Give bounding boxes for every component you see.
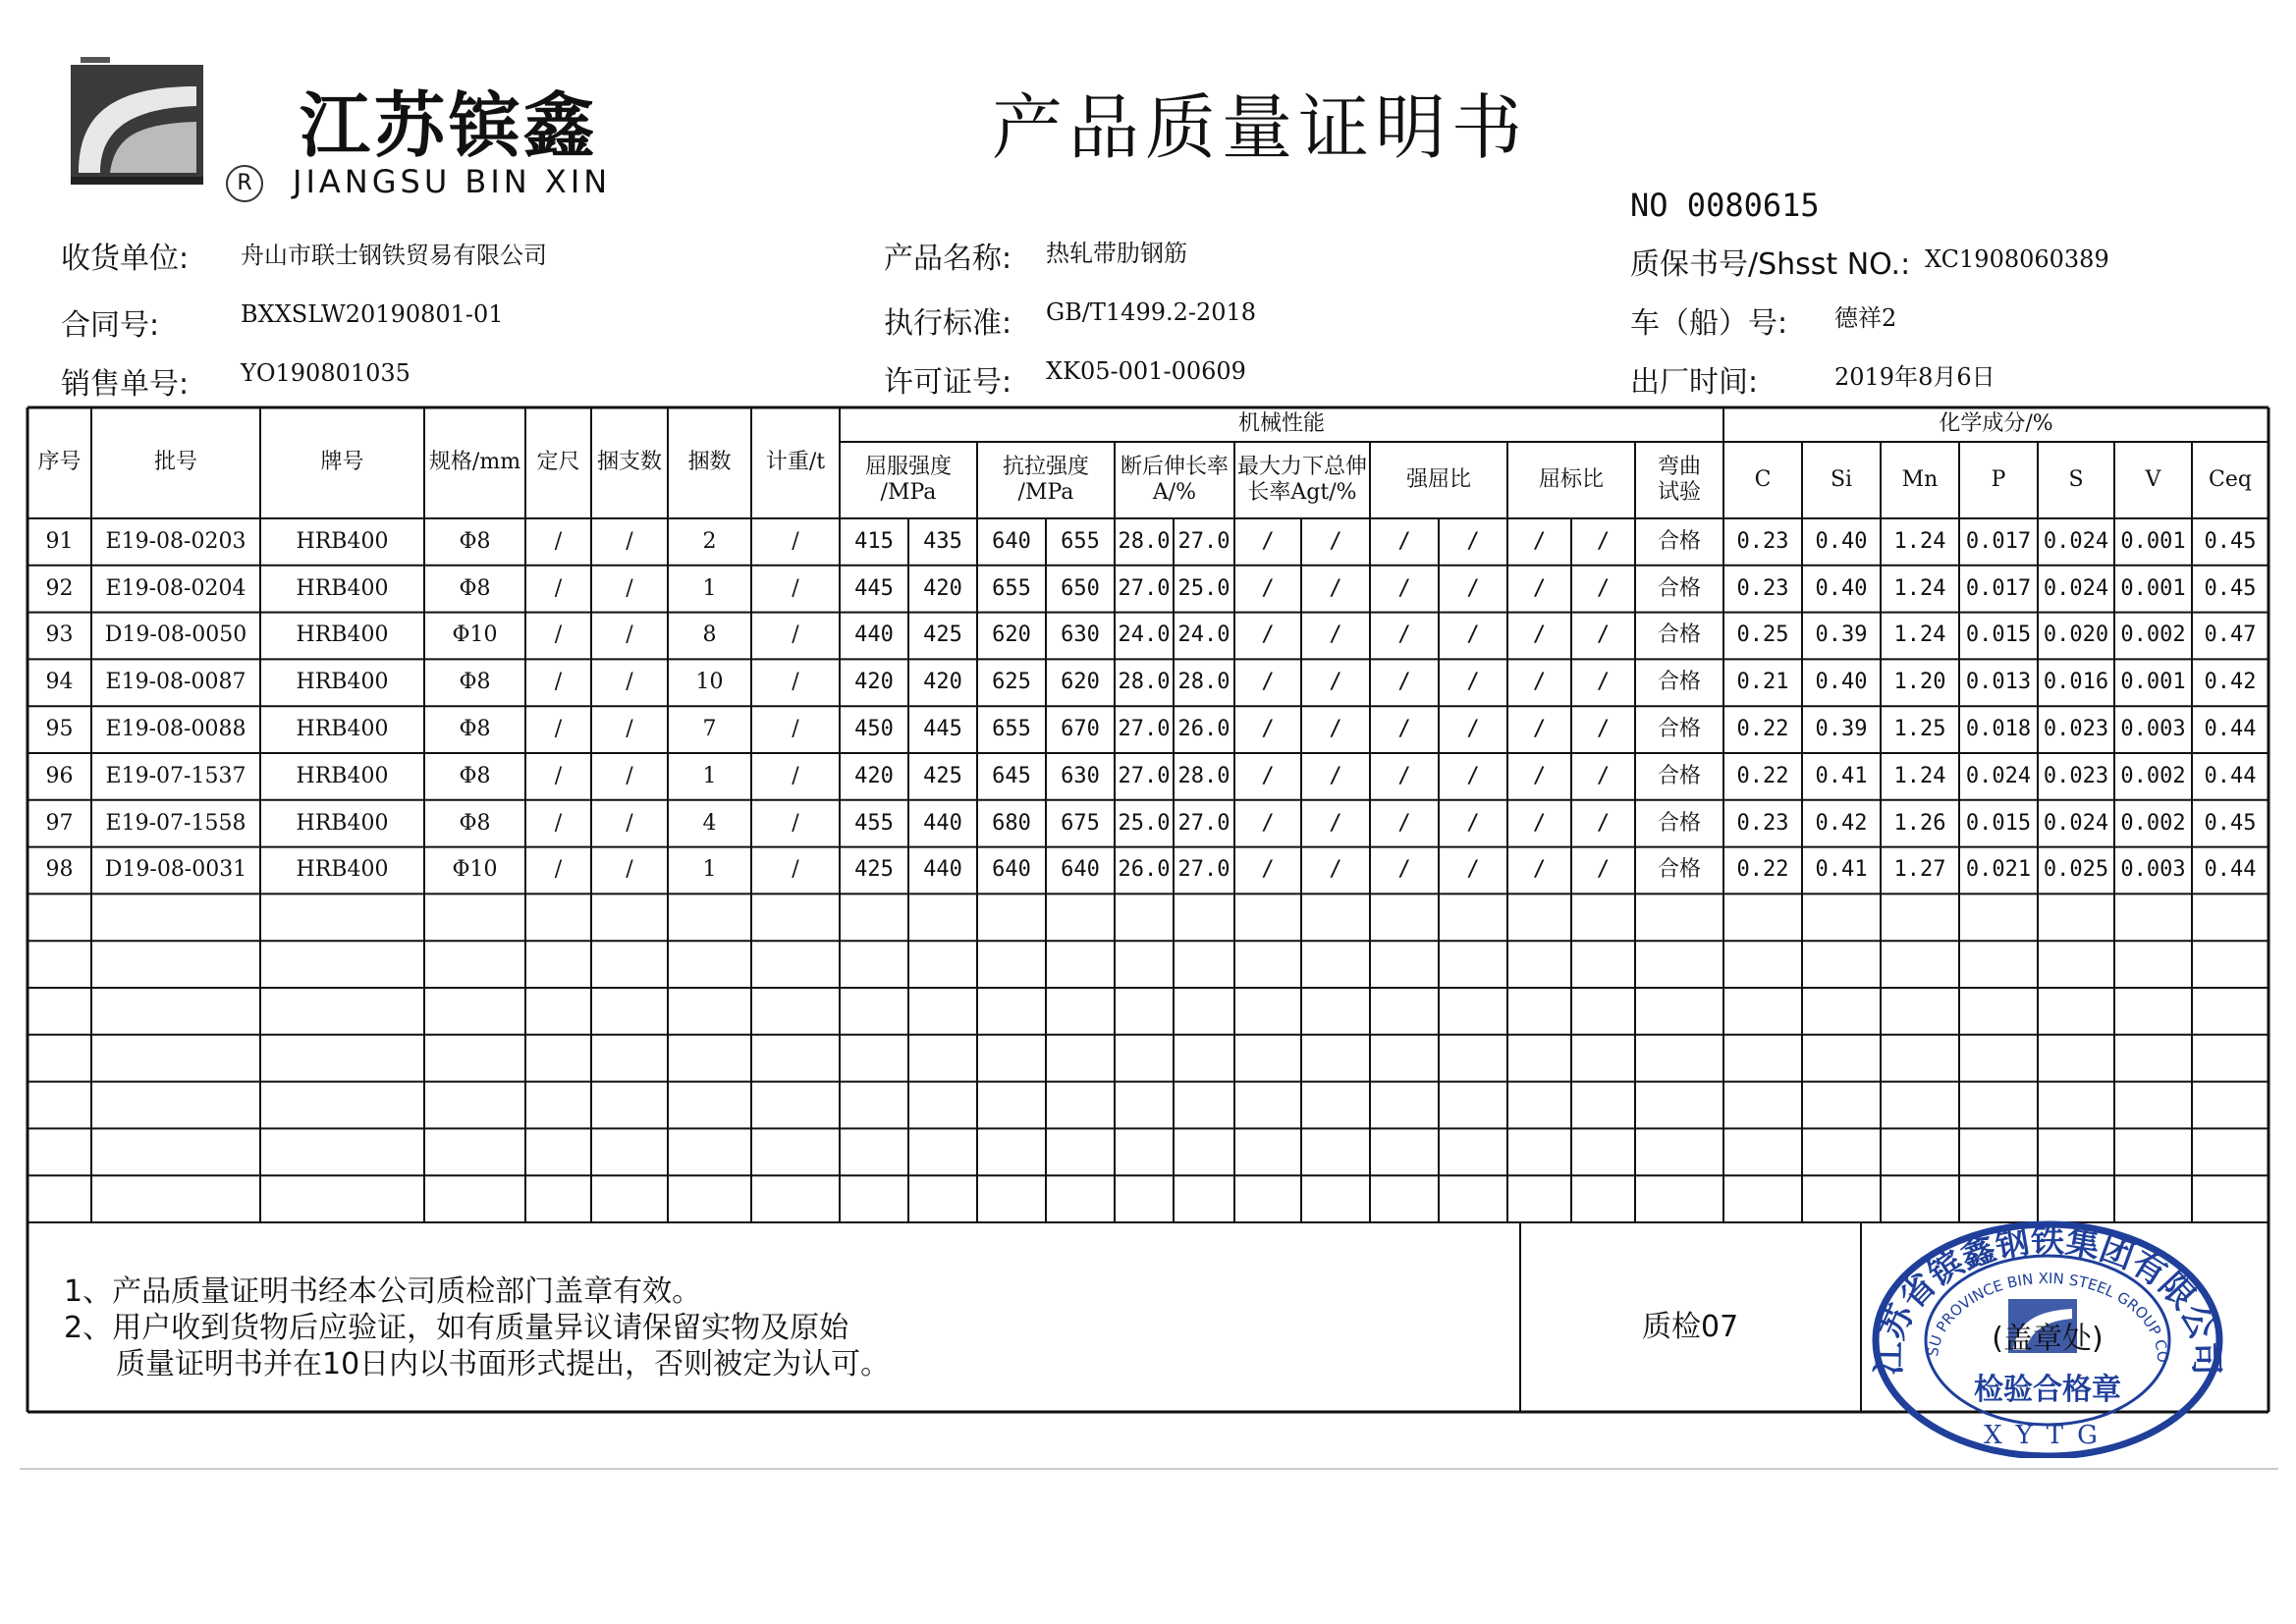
contract-value: BXXSLW20190801-01 (241, 300, 504, 328)
svg-text:(盖章处): (盖章处) (1992, 1322, 2104, 1356)
product-value: 热轧带肋钢筋 (1046, 240, 1187, 267)
document-title: 产品质量证明书 (992, 86, 1529, 169)
table-cell: 1.24 (1893, 623, 1946, 648)
table-cell: 640 (1061, 857, 1100, 883)
table-cell: 合格 (1657, 528, 1701, 554)
table-cell: / (1596, 623, 1611, 648)
table-cell: 0.25 (1736, 623, 1789, 648)
table-cell: 420 (923, 670, 962, 695)
header-Ceq: Ceq (2209, 466, 2252, 492)
table-cell: HRB400 (296, 857, 389, 883)
table-cell: / (1329, 763, 1342, 788)
table-cell: 94 (45, 670, 74, 695)
table-cell: 450 (854, 716, 894, 741)
table-cell: 10 (695, 670, 724, 695)
table-cell: 合格 (1657, 623, 1701, 648)
chemical-group-header: 化学成分/% (1939, 411, 2053, 437)
table-cell: / (1532, 810, 1547, 836)
table-cell: 0.001 (2120, 575, 2186, 601)
table-cell: 24.0 (1177, 623, 1230, 648)
inspection-seal (1861, 1213, 2234, 1458)
table-cell: 0.003 (2120, 716, 2186, 741)
table-cell: Φ8 (459, 575, 491, 601)
table-cell: 680 (992, 810, 1031, 836)
header-ratio2: 屈标比 (1538, 466, 1604, 492)
table-cell: / (1466, 763, 1480, 788)
table-cell: 440 (854, 623, 894, 648)
table-cell: / (1596, 810, 1611, 836)
table-cell: 93 (45, 623, 74, 648)
product-label: 产品名称: (884, 242, 1012, 276)
table-cell: / (1329, 857, 1342, 883)
table-cell: 28.0 (1177, 670, 1230, 695)
table-cell: / (1397, 810, 1411, 836)
table-cell: / (1397, 528, 1411, 554)
table-cell: / (554, 763, 563, 788)
table-cell: / (1397, 670, 1411, 695)
table-cell: / (1596, 670, 1611, 695)
table-cell: 98 (45, 857, 74, 883)
table-cell: 0.002 (2120, 810, 2186, 836)
table-cell: 0.002 (2120, 763, 2186, 788)
table-cell: 27.0 (1118, 763, 1171, 788)
table-cell: 0.40 (1815, 528, 1868, 554)
header-agt: 最大力下总伸 长率Agt/% (1236, 454, 1367, 505)
table-cell: Φ10 (452, 623, 498, 648)
table-cell: 0.001 (2120, 528, 2186, 554)
table-cell: Φ8 (459, 716, 491, 741)
table-cell: / (1596, 857, 1611, 883)
table-cell: 合格 (1657, 763, 1701, 788)
table-cell: 0.44 (2204, 763, 2257, 788)
table-cell: / (554, 716, 563, 741)
table-cell: / (1466, 575, 1480, 601)
table-cell: 合格 (1657, 810, 1701, 836)
table-cell: 0.23 (1736, 810, 1789, 836)
table-cell: 655 (1061, 528, 1100, 554)
table-cell: / (1329, 810, 1342, 836)
table-cell: / (1532, 623, 1547, 648)
table-cell: 0.39 (1815, 716, 1868, 741)
company-name-en: JIANGSU BIN XIN (293, 163, 612, 200)
header-ratio1: 强屈比 (1405, 466, 1471, 492)
header-C: C (1754, 466, 1772, 492)
vehicle-value: 德祥2 (1834, 304, 1897, 332)
table-cell: 640 (992, 528, 1031, 554)
table-cell: 27.0 (1177, 528, 1230, 554)
note-line-2: 2、用户收到货物后应验证，如有质量异议请保留实物及原始 (64, 1311, 849, 1345)
table-cell: 445 (923, 716, 962, 741)
table-cell: 合格 (1657, 575, 1701, 601)
table-cell: / (626, 810, 633, 836)
warranty-label: 质保书号/Shsst NO.: (1630, 247, 1911, 282)
table-cell: 1.27 (1893, 857, 1946, 883)
table-cell: 25.0 (1177, 575, 1230, 601)
table-cell: 0.42 (2204, 670, 2257, 695)
table-cell: 0.45 (2204, 575, 2257, 601)
table-cell: 0.003 (2120, 857, 2186, 883)
table-cell: 0.017 (1965, 575, 2032, 601)
header-S: S (2068, 466, 2084, 492)
table-cell: HRB400 (296, 623, 389, 648)
table-cell: 620 (992, 623, 1031, 648)
registered-mark-icon: R (226, 165, 263, 202)
table-cell: / (1329, 716, 1342, 741)
note-line-1: 1、产品质量证明书经本公司质检部门盖章有效。 (64, 1274, 702, 1309)
table-cell: E19-08-0088 (105, 716, 246, 741)
table-cell: 0.016 (2043, 670, 2109, 695)
table-cell: 675 (1061, 810, 1100, 836)
table-cell: / (626, 623, 633, 648)
table-cell: 0.020 (2043, 623, 2109, 648)
table-cell: / (554, 623, 563, 648)
table-cell: 0.024 (1965, 763, 2032, 788)
table-cell: / (1596, 716, 1611, 741)
table-cell: 0.22 (1736, 763, 1789, 788)
table-cell: 650 (1061, 575, 1100, 601)
table-cell: / (792, 670, 799, 695)
receiver-value: 舟山市联士钢铁贸易有限公司 (241, 242, 547, 269)
table-cell: / (626, 857, 633, 883)
table-cell: / (554, 575, 563, 601)
table-cell: 630 (1061, 763, 1100, 788)
table-cell: E19-07-1537 (105, 763, 246, 788)
table-cell: 0.45 (2204, 810, 2257, 836)
company-name-cn: 江苏镔鑫 (300, 84, 599, 167)
table-cell: 415 (854, 528, 894, 554)
table-cell: 0.23 (1736, 575, 1789, 601)
table-cell: 95 (45, 716, 74, 741)
table-cell: 1 (702, 763, 717, 788)
table-cell: 25.0 (1118, 810, 1171, 836)
table-cell: 1 (702, 857, 717, 883)
header-yield: 屈服强度 /MPa (864, 454, 952, 505)
header-fixed: 定尺 (536, 450, 580, 475)
table-cell: 435 (923, 528, 962, 554)
page-bottom-rule (20, 1468, 2278, 1470)
table-cell: HRB400 (296, 670, 389, 695)
table-cell: / (1532, 857, 1547, 883)
header-spec: 规格/mm (428, 450, 521, 475)
table-cell: 0.024 (2043, 575, 2109, 601)
table-cell: 97 (45, 810, 74, 836)
table-cell: Φ8 (459, 810, 491, 836)
table-cell: 24.0 (1118, 623, 1171, 648)
table-cell: E19-07-1558 (105, 810, 246, 836)
table-cell: 28.0 (1118, 670, 1171, 695)
table-cell: / (1596, 763, 1611, 788)
table-cell: / (1397, 857, 1411, 883)
table-cell: 0.021 (1965, 857, 2032, 883)
header-batch: 批号 (153, 450, 197, 475)
table-cell: 27.0 (1118, 716, 1171, 741)
sales-label: 销售单号: (61, 367, 190, 402)
certificate-number: NO 0080615 (1630, 187, 1820, 224)
table-cell: 26.0 (1177, 716, 1230, 741)
warranty-value: XC1908060389 (1925, 245, 2109, 273)
table-cell: 合格 (1657, 857, 1701, 883)
table-cell: / (1261, 716, 1275, 741)
table-cell: 27.0 (1118, 575, 1171, 601)
table-cell: 640 (992, 857, 1031, 883)
table-cell: 1.20 (1893, 670, 1946, 695)
table-cell: / (792, 857, 799, 883)
table-cell: 92 (45, 575, 74, 601)
header-Mn: Mn (1901, 466, 1939, 492)
table-cell: D19-08-0050 (104, 623, 247, 648)
table-cell: 1.24 (1893, 528, 1946, 554)
table-cell: / (1596, 575, 1611, 601)
table-cell: 425 (854, 857, 894, 883)
table-cell: 645 (992, 763, 1031, 788)
license-label: 许可证号: (884, 365, 1012, 400)
table-cell: / (554, 857, 563, 883)
table-cell: / (1397, 716, 1411, 741)
table-cell: 0.015 (1965, 623, 2032, 648)
table-cell: 420 (854, 670, 894, 695)
table-cell: 0.013 (1965, 670, 2032, 695)
table-cell: 0.44 (2204, 716, 2257, 741)
table-cell: E19-08-0204 (105, 575, 246, 601)
table-cell: 0.39 (1815, 623, 1868, 648)
table-cell: 0.47 (2204, 623, 2257, 648)
table-cell: 670 (1061, 716, 1100, 741)
vehicle-label: 车（船）号: (1630, 306, 1788, 341)
table-cell: 0.22 (1736, 716, 1789, 741)
svg-text:检验合格章: 检验合格章 (1974, 1373, 2121, 1407)
table-cell: / (792, 623, 799, 648)
svg-text:XYTG: XYTG (1984, 1421, 2111, 1450)
table-cell: 1.24 (1893, 575, 1946, 601)
table-cell: / (1261, 763, 1275, 788)
header-elong: 断后伸长率 A/% (1120, 454, 1229, 505)
table-cell: 28.0 (1177, 763, 1230, 788)
table-cell: 0.40 (1815, 575, 1868, 601)
table-cell: 425 (923, 623, 962, 648)
table-cell: 合格 (1657, 670, 1701, 695)
table-cell: HRB400 (296, 575, 389, 601)
table-cell: / (1261, 623, 1275, 648)
contract-label: 合同号: (61, 308, 160, 343)
table-cell: / (792, 575, 799, 601)
table-cell: / (1466, 528, 1480, 554)
table-cell: 0.015 (1965, 810, 2032, 836)
header-V: V (2145, 466, 2161, 492)
table-cell: 26.0 (1118, 857, 1171, 883)
table-cell: / (1329, 670, 1342, 695)
table-cell: 625 (992, 670, 1031, 695)
table-cell: / (1261, 857, 1275, 883)
table-cell: / (626, 716, 633, 741)
table-cell: 420 (854, 763, 894, 788)
table-cell: / (1466, 670, 1480, 695)
table-cell: Φ8 (459, 763, 491, 788)
table-cell: / (792, 716, 799, 741)
table-cell: 0.025 (2043, 857, 2109, 883)
table-cell: 0.002 (2120, 623, 2186, 648)
table-cell: 655 (992, 575, 1031, 601)
table-cell: 96 (45, 763, 74, 788)
table-cell: 0.40 (1815, 670, 1868, 695)
header-pieces: 捆支数 (596, 450, 662, 475)
note-line-3: 质量证明书并在10日内以书面形式提出，否则被定为认可。 (116, 1347, 891, 1381)
date-label: 出厂时间: (1630, 365, 1759, 400)
standard-value: GB/T1499.2-2018 (1046, 298, 1257, 326)
table-cell: E19-08-0203 (105, 528, 246, 554)
table-cell: / (1532, 716, 1547, 741)
table-cell: Φ8 (459, 670, 491, 695)
table-cell: / (792, 528, 799, 554)
header-grade: 牌号 (320, 450, 364, 475)
seal-company-text: 江苏省镔鑫钢铁集团有限公司 (1869, 1221, 2226, 1376)
table-cell: 2 (702, 528, 717, 554)
table-cell: 0.024 (2043, 528, 2109, 554)
table-cell: 440 (923, 810, 962, 836)
standard-label: 执行标准: (884, 306, 1012, 341)
table-cell: / (1397, 763, 1411, 788)
table-cell: 0.45 (2204, 528, 2257, 554)
table-cell: 0.018 (1965, 716, 2032, 741)
header-tensile: 抗拉强度 /MPa (1002, 454, 1089, 505)
table-cell: Φ8 (459, 528, 491, 554)
table-cell: 1 (702, 575, 717, 601)
license-value: XK05-001-00609 (1046, 357, 1246, 385)
table-cell: D19-08-0031 (104, 857, 247, 883)
header-weight: 计重/t (765, 450, 826, 475)
table-cell: 8 (702, 623, 717, 648)
table-cell: 425 (923, 763, 962, 788)
table-cell: / (626, 763, 633, 788)
table-cell: 630 (1061, 623, 1100, 648)
table-cell: / (1261, 670, 1275, 695)
table-cell: / (1532, 528, 1547, 554)
header-Si: Si (1830, 466, 1853, 492)
table-cell: 0.023 (2043, 716, 2109, 741)
table-cell: / (1261, 575, 1275, 601)
header-P: P (1991, 466, 2006, 492)
table-cell: 91 (45, 528, 74, 554)
table-cell: 445 (854, 575, 894, 601)
header-bend: 弯曲 试验 (1657, 454, 1701, 505)
table-cell: / (1261, 528, 1275, 554)
table-cell: / (626, 575, 633, 601)
table-cell: / (1329, 528, 1342, 554)
table-cell: / (1596, 528, 1611, 554)
table-cell: 655 (992, 716, 1031, 741)
table-cell: 0.41 (1815, 857, 1868, 883)
header-bundles: 捆数 (687, 450, 732, 475)
svg-text:JIANGSU PROVINCE BIN XIN STEEL: SU PROVINCE BIN XIN STEEL GROUP CO (1924, 1269, 2172, 1363)
table-cell: HRB400 (296, 716, 389, 741)
table-cell: / (1532, 763, 1547, 788)
table-cell: 28.0 (1118, 528, 1171, 554)
table-cell: / (1329, 623, 1342, 648)
table-cell: / (1466, 857, 1480, 883)
table-cell: 1.24 (1893, 763, 1946, 788)
table-cell: / (792, 763, 799, 788)
receiver-label: 收货单位: (61, 242, 190, 276)
table-cell: 0.23 (1736, 528, 1789, 554)
table-cell: 0.017 (1965, 528, 2032, 554)
table-cell: 27.0 (1177, 810, 1230, 836)
table-cell: HRB400 (296, 528, 389, 554)
table-cell: 1.25 (1893, 716, 1946, 741)
table-cell: 440 (923, 857, 962, 883)
table-cell: / (554, 810, 563, 836)
table-cell: / (554, 528, 563, 554)
inspector-id: 质检07 (1642, 1310, 1739, 1344)
table-cell: HRB400 (296, 763, 389, 788)
table-cell: E19-08-0087 (105, 670, 246, 695)
table-cell: / (1532, 575, 1547, 601)
table-cell: 0.44 (2204, 857, 2257, 883)
table-cell: 0.41 (1815, 763, 1868, 788)
table-cell: / (626, 528, 633, 554)
table-cell: / (1466, 623, 1480, 648)
header-seq: 序号 (37, 450, 82, 475)
table-cell: 620 (1061, 670, 1100, 695)
table-cell: 455 (854, 810, 894, 836)
table-cell: 合格 (1657, 716, 1701, 741)
sales-value: YO190801035 (241, 359, 410, 387)
table-cell: / (1532, 670, 1547, 695)
table-cell: 0.023 (2043, 763, 2109, 788)
table-cell: 0.42 (1815, 810, 1868, 836)
table-cell: HRB400 (296, 810, 389, 836)
table-cell: 7 (702, 716, 717, 741)
table-cell: / (554, 670, 563, 695)
table-cell: / (1329, 575, 1342, 601)
table-cell: 1.26 (1893, 810, 1946, 836)
table-cell: / (1397, 575, 1411, 601)
table-cell: / (792, 810, 799, 836)
mechanical-group-header: 机械性能 (1237, 411, 1325, 437)
table-cell: 420 (923, 575, 962, 601)
table-cell: / (1466, 716, 1480, 741)
table-cell: / (1466, 810, 1480, 836)
table-cell: / (1397, 623, 1411, 648)
table-cell: / (1261, 810, 1275, 836)
table-cell: 0.001 (2120, 670, 2186, 695)
table-cell: / (626, 670, 633, 695)
date-value: 2019年8月6日 (1834, 363, 1995, 391)
table-cell: Φ10 (452, 857, 498, 883)
table-cell: 4 (702, 810, 717, 836)
table-cell: 27.0 (1177, 857, 1230, 883)
table-cell: 0.024 (2043, 810, 2109, 836)
table-cell: 0.21 (1736, 670, 1789, 695)
table-cell: 0.22 (1736, 857, 1789, 883)
